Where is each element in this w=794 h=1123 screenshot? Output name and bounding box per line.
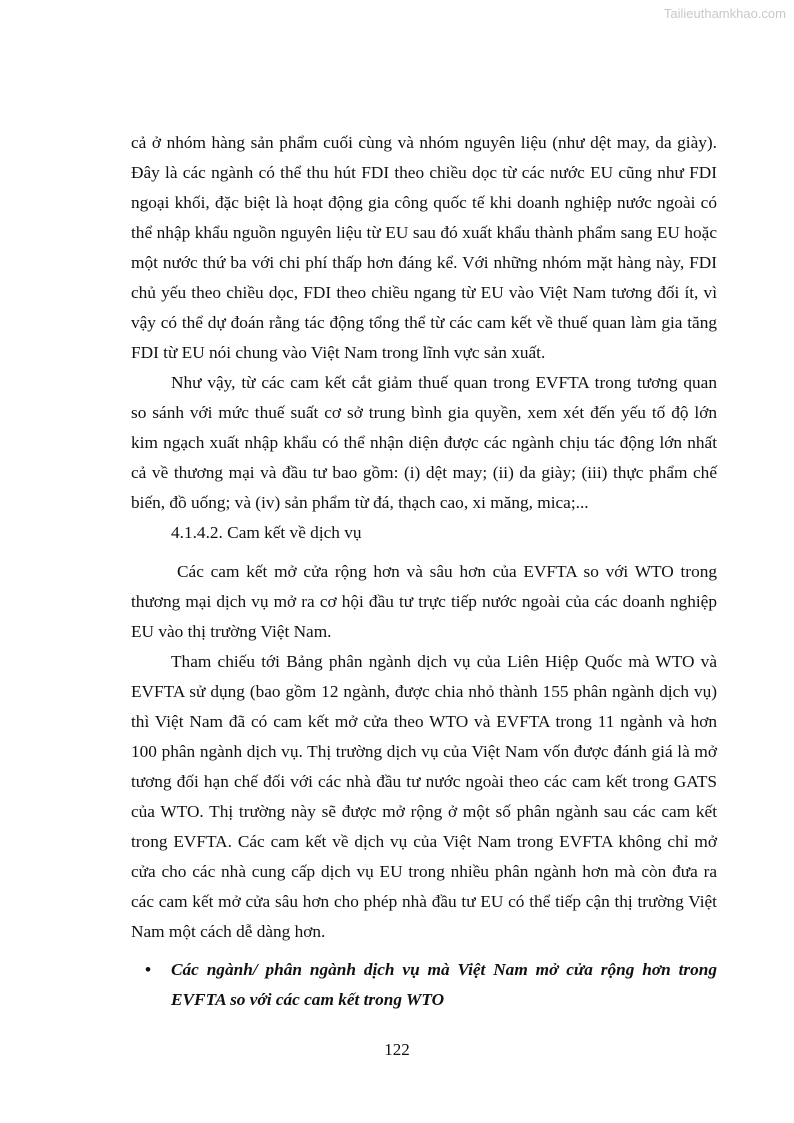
text-line: so sánh với mức thuế suất cơ sở trung bình gia quyền, xem xét đến yếu tố độ lớn (131, 403, 717, 422)
text-line: FDI từ EU nói chung vào Việt Nam trong lĩnh vực sản xuất. (131, 343, 546, 362)
watermark: Tailieuthamkhao.com (663, 6, 786, 21)
text-line: Các cam kết mở cửa rộng hơn và sâu hơn của EVFTA so với WTO trong (177, 562, 717, 581)
section-heading: 4.1.4.2. Cam kết về dịch vụ (171, 523, 362, 542)
text-line: chủ yếu theo chiều dọc, FDI theo chiều ngang từ EU vào Việt Nam tương đối ít, vì (131, 283, 717, 302)
text-line: các cam kết mở cửa sâu hơn cho phép nhà đầu tư EU có thể tiếp cận thị trường Việt (131, 892, 717, 911)
text-line: EVFTA sử dụng (bao gồm 12 ngành, được chia nhỏ thành 155 phân ngành dịch vụ) (131, 682, 717, 701)
paragraph-fdi-vertical (131, 128, 717, 368)
bullet-line: Các ngành/ phân ngành dịch vụ mà Việt Nam mở cửa rộng hơn trong (171, 960, 717, 979)
bullet-heading (131, 955, 717, 1015)
bullet-icon: • (145, 960, 152, 979)
bullet-line: EVFTA so với các cam kết trong WTO (171, 990, 445, 1009)
text-line: của WTO. Thị trường này sẽ được mở rộng ở một số phân ngành sau các cam kết (131, 802, 717, 821)
text-line: biến, đồ uống; và (iv) sản phẩm từ đá, thạch cao, xi măng, mica;... (131, 493, 589, 512)
text-line: Nam một cách dễ dàng hơn. (131, 922, 326, 941)
text-line: tương đối hạn chế đối với các nhà đầu tư nước ngoài theo các cam kết trong GATS (131, 772, 717, 791)
text-line: kim ngạch xuất nhập khẩu có thể nhận diện được các ngành chịu tác động lớn nhất (131, 433, 717, 452)
text-line: một nước thứ ba với chi phí thấp hơn đáng kể. Với những nhóm mặt hàng này, FDI (131, 253, 717, 272)
text-line: cả về thương mại và đầu tư bao gồm: (i) dệt may; (ii) da giày; (iii) thực phẩm chế (131, 463, 717, 482)
text-line: cửa cho các nhà cung cấp dịch vụ EU trong nhiều phân ngành hơn mà còn đưa ra (131, 862, 717, 881)
text-line: thương mại dịch vụ mở ra cơ hội đầu tư trực tiếp nước ngoài của các doanh nghiệp (131, 592, 717, 611)
text-line: EU vào thị trường Việt Nam. (131, 622, 332, 641)
text-line: vậy có thể dự đoán rằng tác động tổng thể từ các cam kết về thuế quan làm gia tăng (131, 313, 717, 332)
text-line: cả ở nhóm hàng sản phẩm cuối cùng và nhóm nguyên liệu (như dệt may, da giày). (131, 133, 717, 152)
text-line: Tham chiếu tới Bảng phân ngành dịch vụ của Liên Hiệp Quốc mà WTO và (171, 652, 717, 671)
paragraph-services-intro (131, 557, 717, 647)
text-line: thì Việt Nam đã có cam kết mở cửa theo WTO và EVFTA trong 11 ngành và hơn (131, 712, 717, 731)
text-line: Đây là các ngành có thể thu hút FDI theo chiều dọc từ các nước EU cũng như FDI (131, 163, 717, 182)
text-line: ngoại khối, đặc biệt là hoạt động gia công quốc tế khi doanh nghiệp nước ngoài có (131, 193, 717, 212)
text-line: Như vậy, từ các cam kết cắt giảm thuế quan trong EVFTA trong tương quan (171, 373, 717, 392)
text-line: thể nhập khẩu nguồn nguyên liệu từ EU sau đó xuất khẩu thành phẩm sang EU hoặc (131, 223, 717, 242)
text-line: 100 phân ngành dịch vụ. Thị trường dịch vụ của Việt Nam vốn được đánh giá là mở (131, 742, 717, 761)
page-number: 122 (384, 1040, 410, 1059)
paragraph-services-detail (131, 647, 717, 947)
paragraph-tariff-summary (131, 368, 717, 518)
text-line: trong EVFTA. Các cam kết về dịch vụ của Việt Nam trong EVFTA không chỉ mở (131, 832, 717, 851)
